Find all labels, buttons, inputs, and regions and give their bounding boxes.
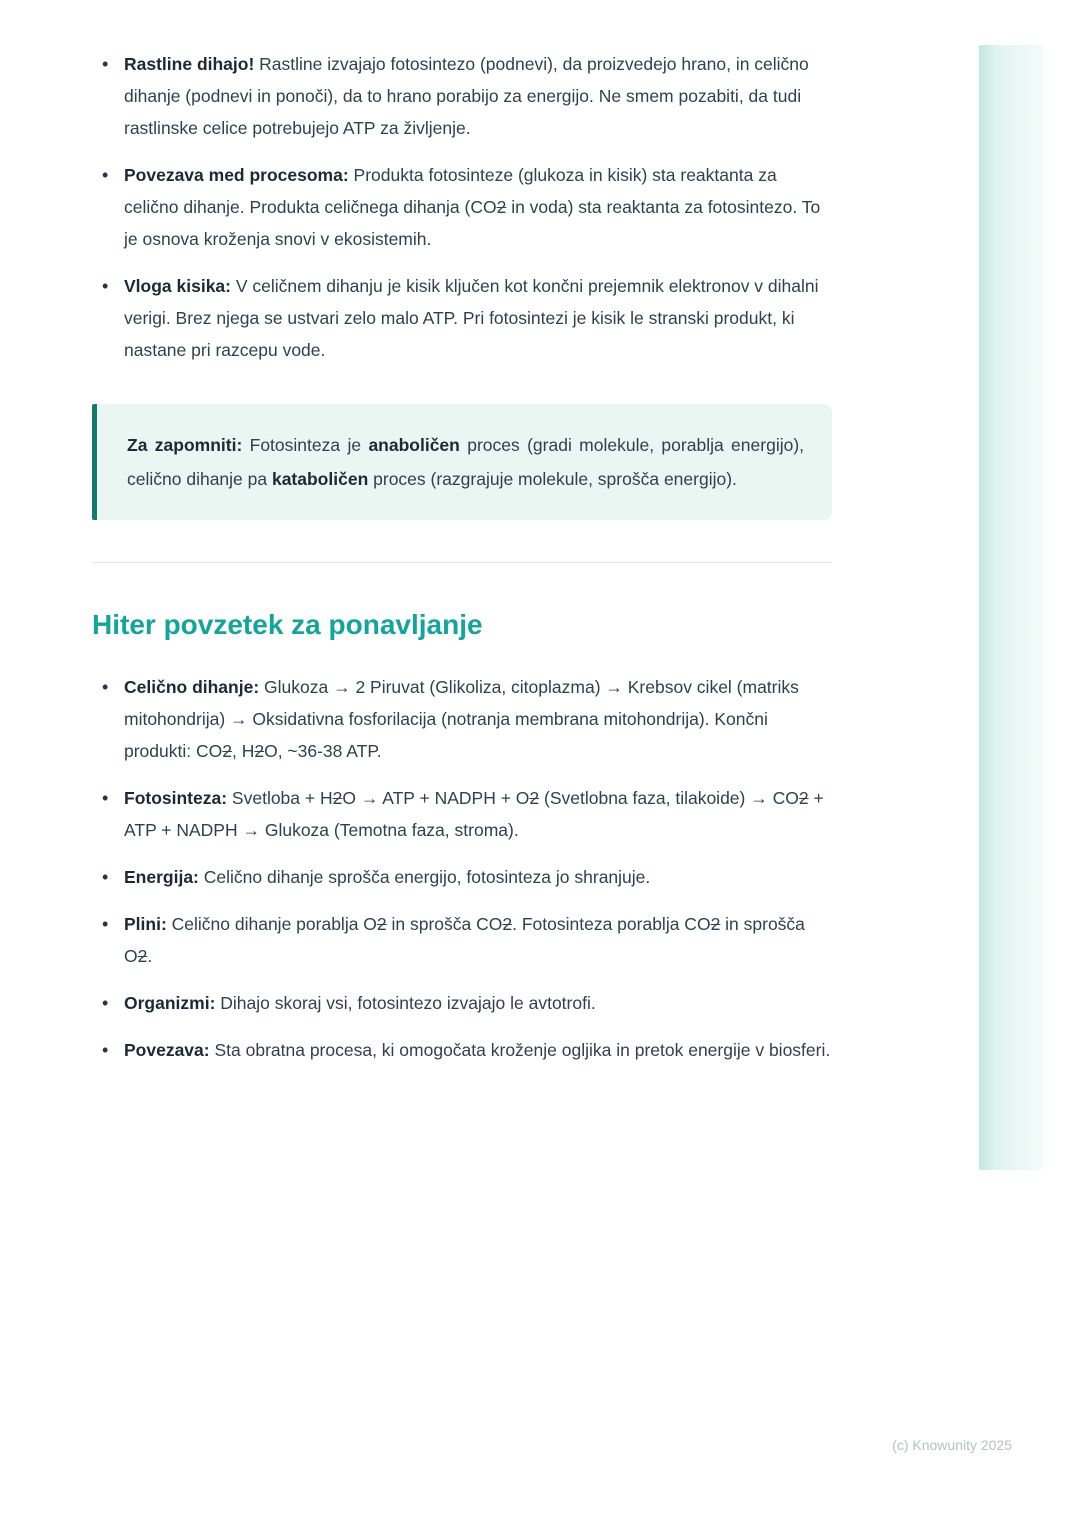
- top-bullet-list: [92, 48, 832, 366]
- note-bullet-item: • Celično dihanje: Glukoza → 2 Piruvat (Glikoliza, citoplazma) → Krebsov cikel (matriks mitohondrija) → Oksidativna fosforilacija (notranja membrana mitohondrija). Končni produkti: CO2, H2O, ~36-38 ATP.: [92, 671, 832, 767]
- note-bullet-item: • Vloga kisika: V celičnem dihanju je kisik ključen kot končni prejemnik elektronov v dihalni verigi. Brez njega se ustvari zelo malo ATP. Pri fotosintezi je kisik le stranski produkt, ki nastane pri razcepu vode.: [92, 270, 832, 366]
- note-bullet-item: • Povezava: Sta obratna procesa, ki omogočata kroženje ogljika in pretok energije v biosferi.: [92, 1034, 832, 1066]
- note-bullet-item: • Plini: Celično dihanje porablja O2 in sprošča CO2. Fotosinteza porablja CO2 in sprošča O2.: [92, 908, 832, 972]
- note-bullet-item: • Energija: Celično dihanje sprošča energijo, fotosinteza jo shranjuje.: [92, 861, 832, 893]
- summary-bullet-list: [92, 671, 832, 1066]
- note-bullet-item: • Rastline dihajo! Rastline izvajajo fotosintezo (podnevi), da proizvedejo hrano, in celično dihanje (podnevi in ponoči), da to hrano porabijo za energijo. Ne smem pozabiti, da tudi rastlinske celice potrebujejo ATP za življenje.: [92, 48, 832, 144]
- note-bullet-item: • Povezava med procesoma: Produkta fotosinteze (glukoza in kisik) sta reaktanta za celično dihanje. Produkta celičnega dihanja (CO2 in voda) sta reaktanta za fotosintezo. To je osnova kroženja snovi v ekosistemih.: [92, 159, 832, 255]
- note-bullet-item: • Organizmi: Dihajo skoraj vsi, fotosintezo izvajajo le avtotrofi.: [92, 987, 832, 1019]
- section-heading: Hiter povzetek za ponavljanje: [92, 609, 483, 640]
- next-page-edge-strip: [979, 45, 1043, 1170]
- note-bullet-item: • Fotosinteza: Svetloba + H2O → ATP + NADPH + O2 (Svetlobna faza, tilakoide) → CO2 + ATP + NADPH → Glukoza (Temotna faza, stroma).: [92, 782, 832, 846]
- remember-callout: Za zapomniti: Fotosinteza je anaboličen proces (gradi molekule, porablja energijo), celično dihanje pa kataboličen proces (razgrajuje molekule, sprošča energijo).: [92, 404, 832, 520]
- section-divider: [92, 562, 832, 563]
- page-content: [92, 48, 832, 1081]
- footer-credit: (c) Knowunity 2025: [892, 1437, 1012, 1453]
